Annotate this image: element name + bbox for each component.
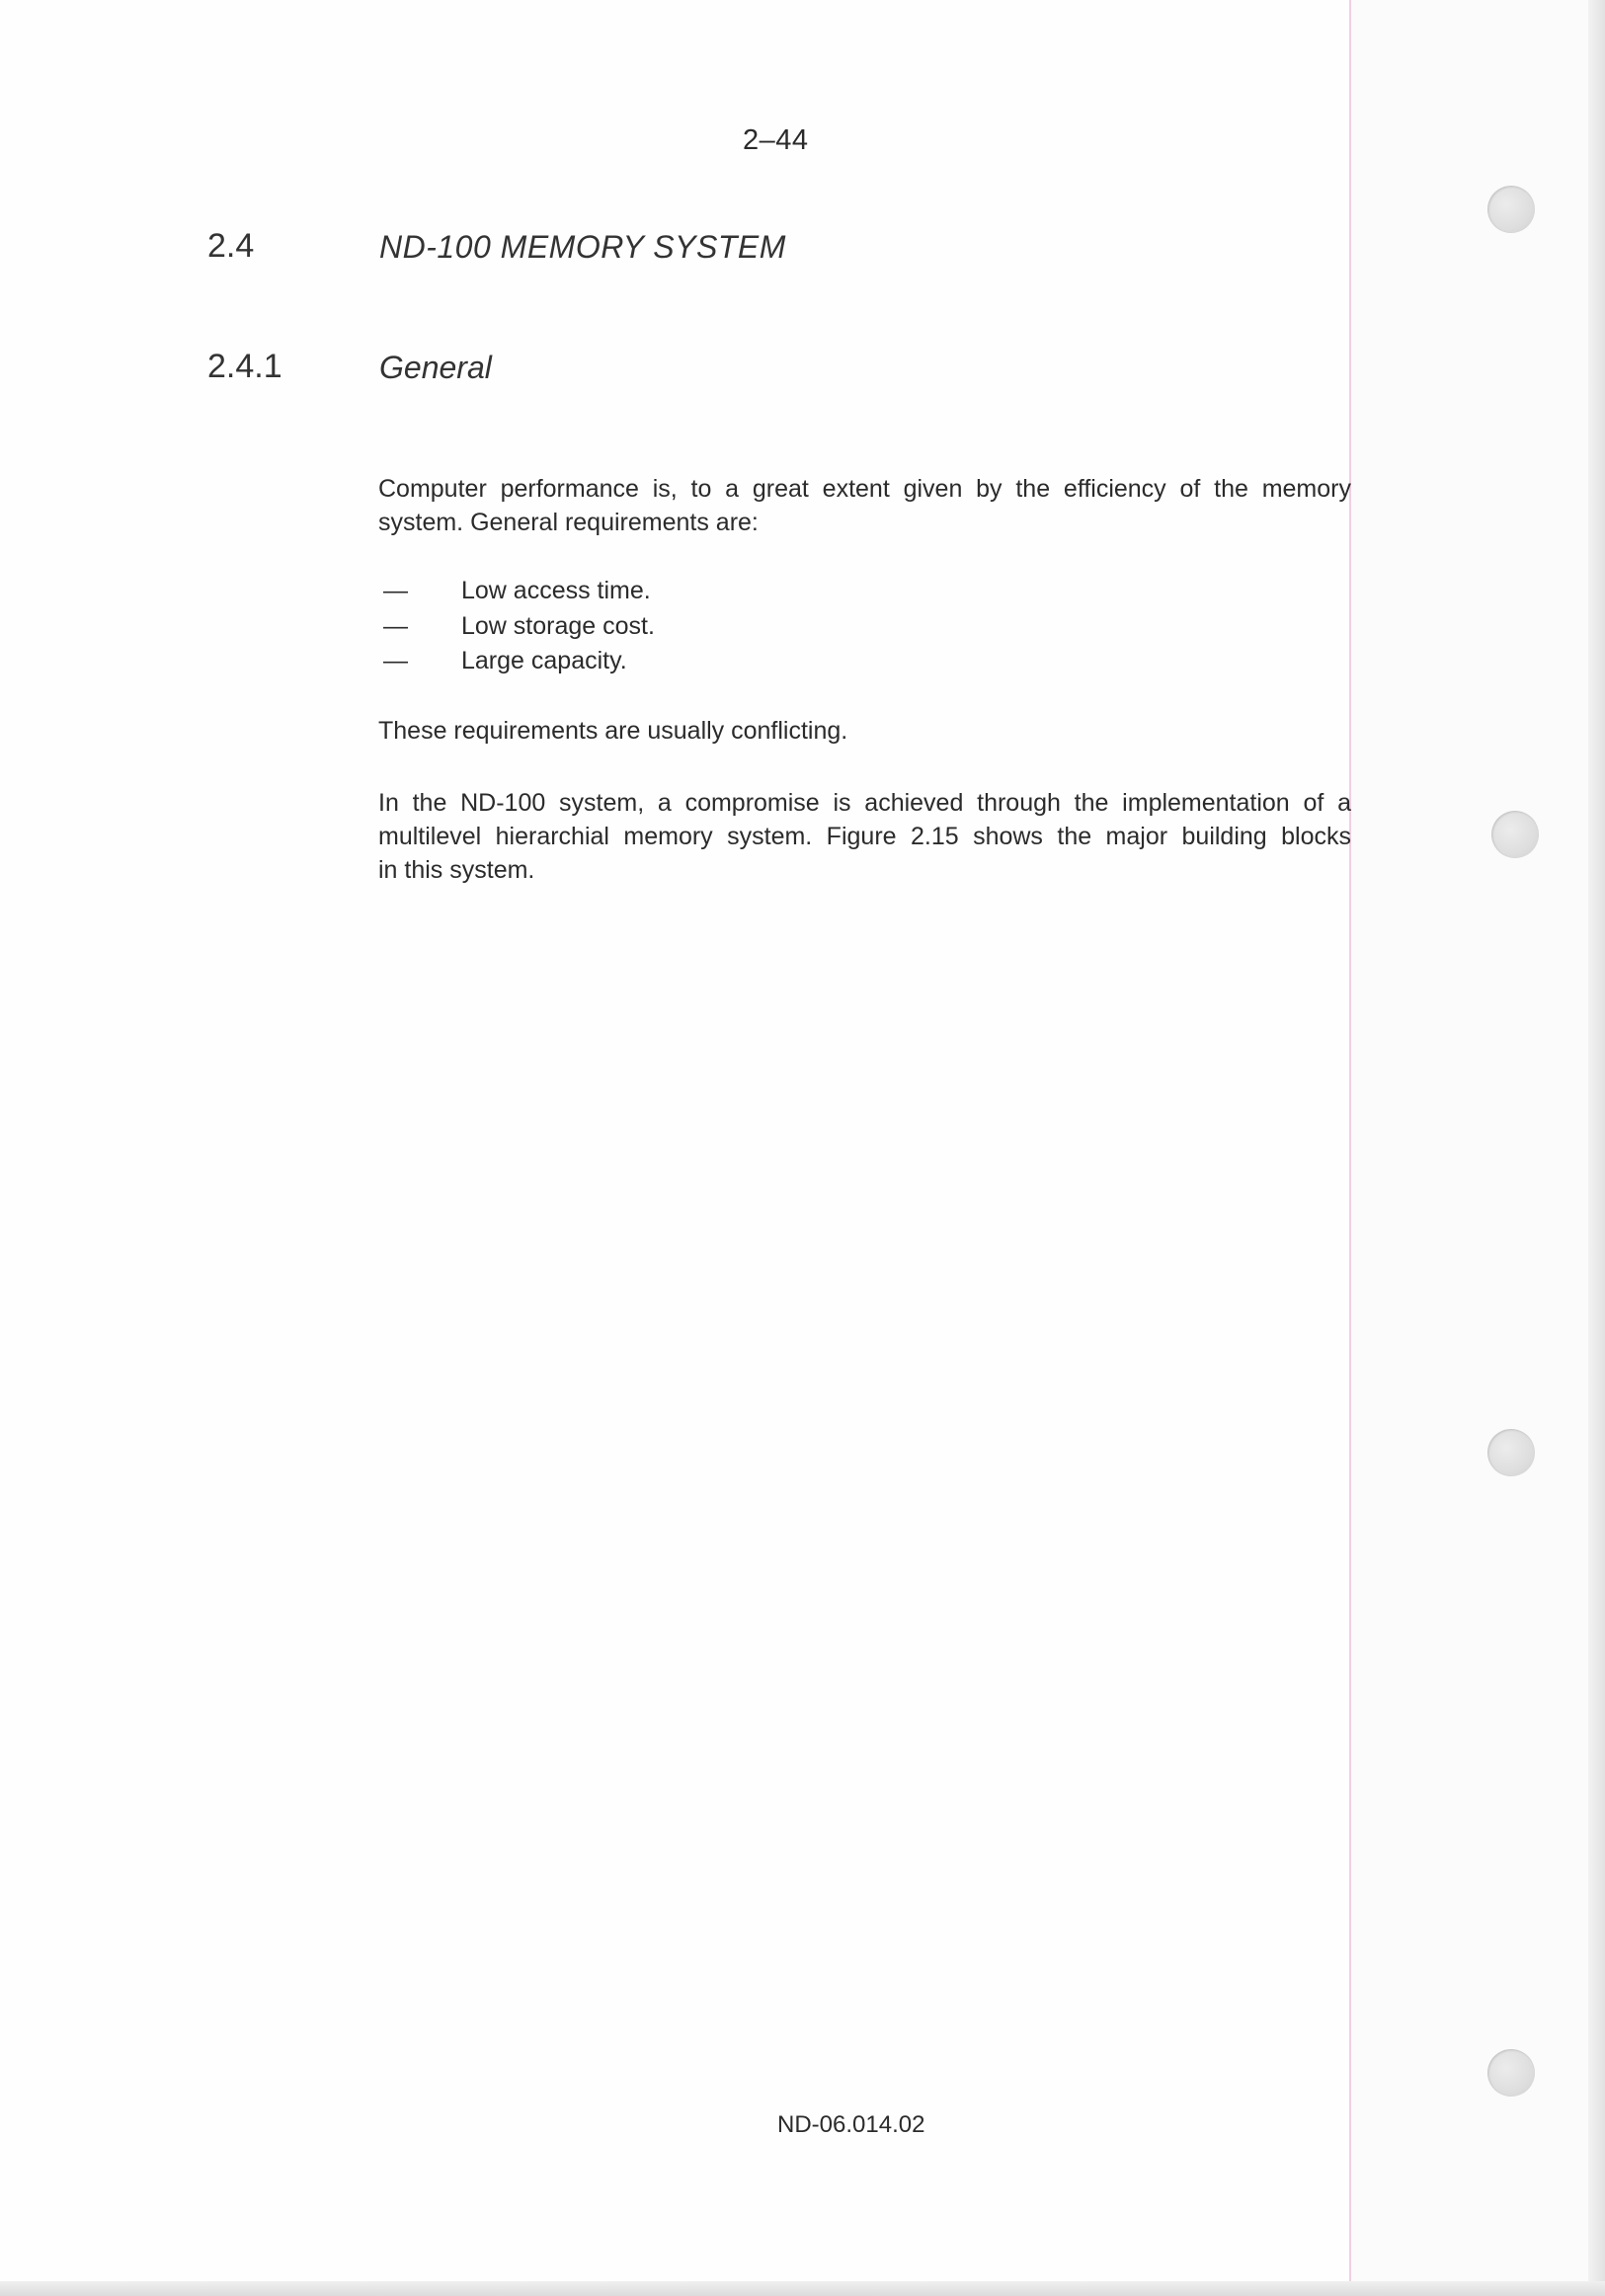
- list-item-text: Low access time.: [461, 577, 651, 604]
- paragraph-line: Computer performance is, to a great extent given by the efficiency of the memory: [378, 475, 1351, 503]
- section-title: ND-100 MEMORY SYSTEM: [379, 229, 786, 265]
- section-number: 2.4: [207, 227, 255, 265]
- page-bottom-edge: [0, 2281, 1605, 2296]
- list-item-text: Large capacity.: [461, 647, 627, 674]
- punch-hole: [1487, 1429, 1535, 1476]
- binding-margin: [1351, 0, 1593, 2296]
- paragraph-line: in this system.: [378, 856, 535, 884]
- paragraph-line: multilevel hierarchial memory system. Figure 2.15 shows the major building blocks: [378, 823, 1351, 850]
- list-dash: —: [383, 647, 408, 674]
- document-id: ND-06.014.02: [777, 2111, 925, 2138]
- list-dash: —: [383, 611, 408, 640]
- paragraph-line: In the ND-100 system, a compromise is achieved through the implementation of a: [378, 789, 1351, 817]
- list-dash: —: [383, 577, 408, 604]
- paragraph-line: system. General requirements are:: [378, 509, 759, 536]
- list-item-text: Low storage cost.: [461, 611, 655, 640]
- conflict-paragraph: These requirements are usually conflicting.: [378, 717, 848, 745]
- intro-paragraph: [378, 472, 1351, 539]
- subsection-number: 2.4.1: [207, 348, 282, 385]
- compromise-paragraph: [378, 786, 1351, 887]
- punch-hole: [1491, 811, 1539, 858]
- punch-hole: [1487, 186, 1535, 233]
- subsection-title: General: [379, 350, 492, 385]
- page-edge-shadow: [1588, 0, 1605, 2296]
- page-number: 2–44: [743, 124, 809, 156]
- punch-hole: [1487, 2049, 1535, 2097]
